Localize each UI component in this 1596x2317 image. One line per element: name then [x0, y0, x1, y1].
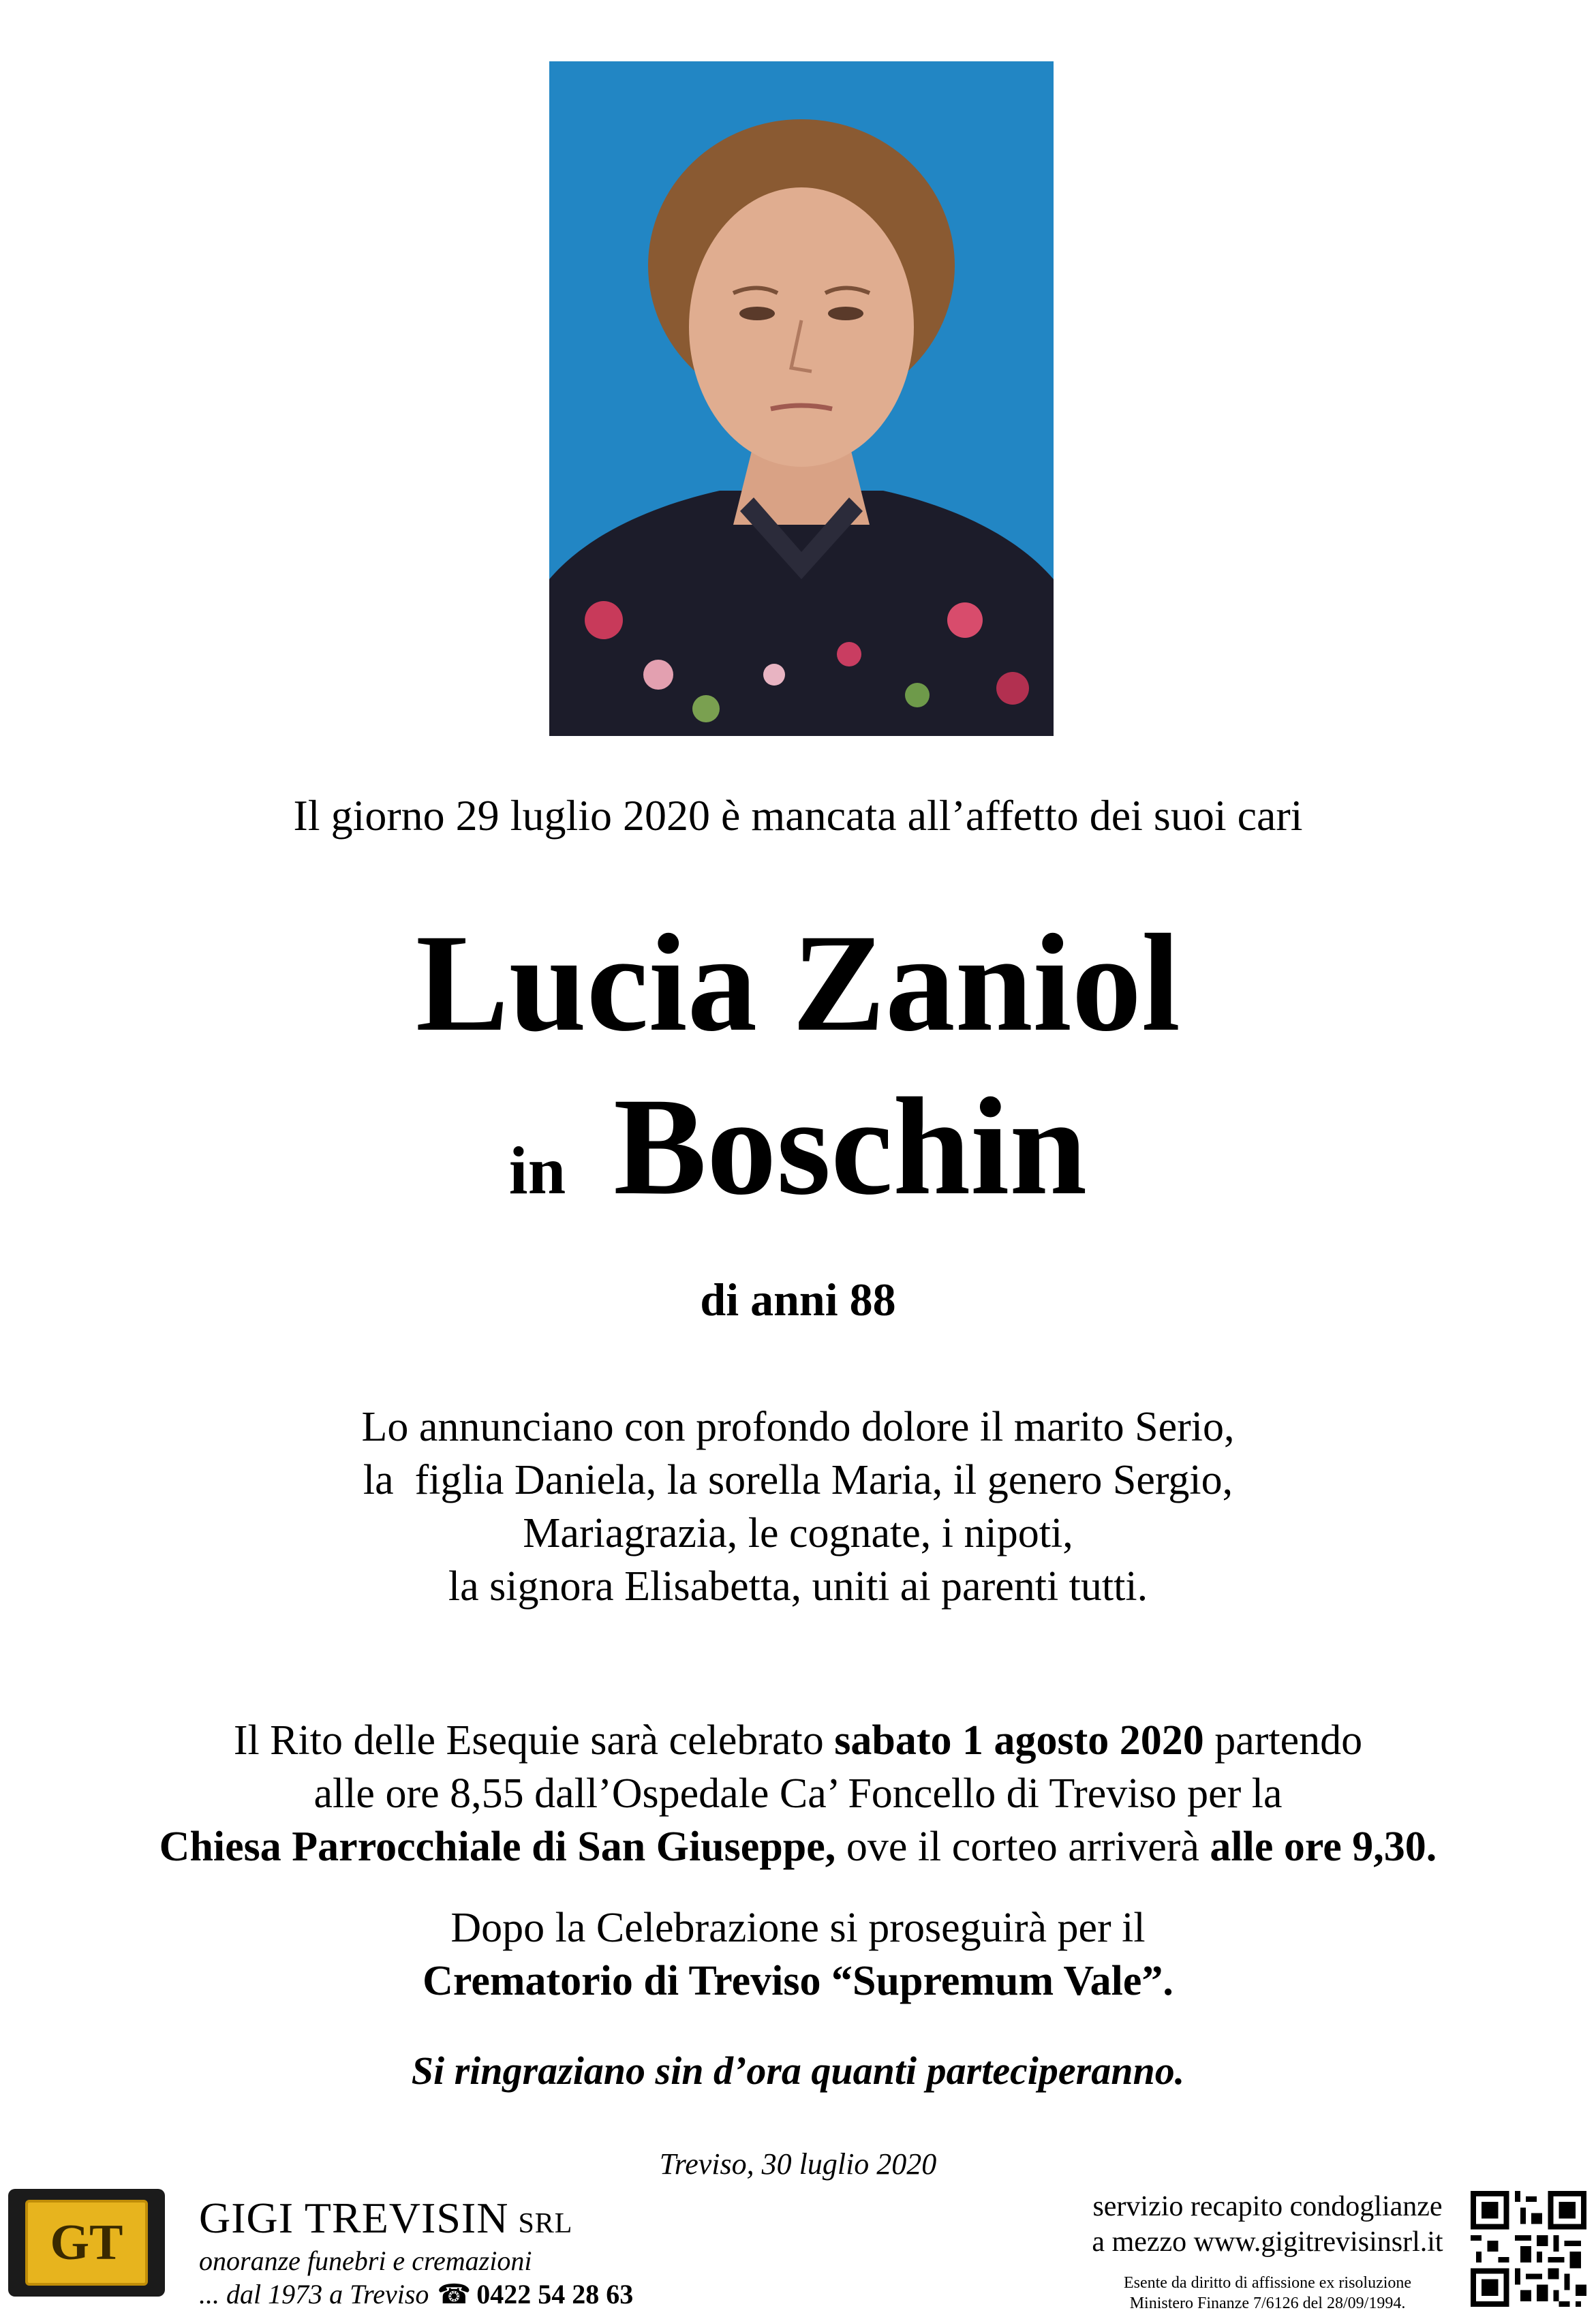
family-announcement: [0, 1400, 1596, 1613]
company-logo: [8, 2189, 165, 2297]
exempt-line-2: Ministero Finanze 7/6126 del 28/09/1994.: [1129, 2295, 1406, 2312]
after-ceremony: [0, 1901, 1596, 2008]
family-line: la signora Elisabetta, uniti ai parenti tutti.: [448, 1563, 1148, 1610]
qr-code: [1471, 2191, 1586, 2307]
rites-line-3: [0, 1820, 1596, 1873]
company-since: ... dal 1973 a Treviso: [199, 2279, 429, 2310]
rites-line-2: alle ore 8,55 dall’Ospedale Ca’ Foncello di Treviso per la: [313, 1770, 1283, 1817]
rites-text: ove il corteo arriverà: [835, 1824, 1210, 1870]
place-date: Treviso, 30 luglio 2020: [659, 2147, 937, 2181]
married-in-word: in: [508, 1133, 566, 1208]
rites-text: partendo: [1203, 1717, 1363, 1764]
service-line-1: servizio recapito condoglianze: [1092, 2191, 1443, 2222]
company-name-line: [199, 2193, 633, 2243]
portrait-illustration: [549, 61, 1054, 736]
funeral-date: sabato 1 agosto 2020: [834, 1717, 1204, 1764]
age: di anni 88: [700, 1274, 896, 1325]
telephone-icon: ☎: [437, 2279, 472, 2310]
thanks-note: Si ringraziano sin d’ora quanti parteciperanno.: [411, 2049, 1185, 2093]
arrival-time: alle ore 9,30.: [1210, 1824, 1437, 1870]
company-since-line: [199, 2278, 633, 2310]
funeral-details: [0, 1714, 1596, 1873]
announcement-intro: Il giorno 29 luglio 2020 è mancata all’affetto dei suoi cari: [293, 791, 1303, 840]
company-phone: 0422 54 28 63: [476, 2279, 634, 2310]
family-line: Lo annunciano con profondo dolore il marito Serio,: [361, 1404, 1235, 1450]
company-suffix: SRL: [518, 2208, 573, 2239]
married-surname-line: [0, 1069, 1596, 1224]
portrait-photo: [549, 61, 1054, 736]
after-line-1: Dopo la Celebrazione si proseguirà per il: [450, 1905, 1146, 1951]
family-line: la figlia Daniela, la sorella Maria, il genero Sergio,: [363, 1457, 1233, 1503]
tax-exemption-note: [1084, 2273, 1452, 2314]
logo-monogram: GT: [25, 2200, 148, 2286]
rites-line-1: [0, 1714, 1596, 1767]
church-name: Chiesa Parrocchiale di San Giuseppe,: [159, 1824, 836, 1870]
service-line-2: a mezzo www.gigitrevisinsrl.it: [1092, 2226, 1443, 2258]
rites-text: Il Rito delle Esequie sarà celebrato: [233, 1717, 835, 1764]
family-line: Mariagrazia, le cognate, i nipoti,: [523, 1510, 1073, 1556]
company-info: [199, 2193, 633, 2310]
deceased-name: Lucia Zaniol: [415, 906, 1181, 1060]
married-surname: Boschin: [613, 1069, 1088, 1224]
crematorium-name: Crematorio di Treviso “Supremum Vale”.: [423, 1958, 1173, 2004]
exempt-line-1: Esente da diritto di affissione ex risoluzione: [1123, 2274, 1412, 2292]
company-name: GIGI TREVISIN: [199, 2194, 509, 2242]
condolence-service: [1084, 2189, 1452, 2260]
company-tagline: onoranze funebri e cremazioni: [199, 2245, 532, 2276]
